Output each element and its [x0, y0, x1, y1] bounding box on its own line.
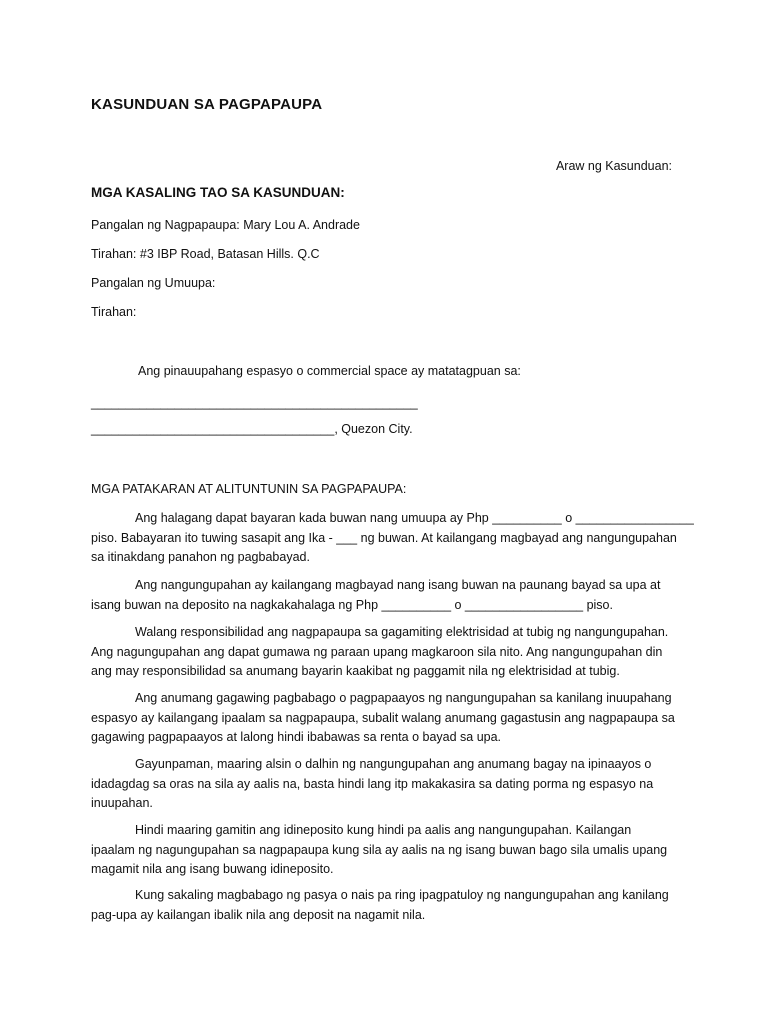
rule-paragraph-5 [91, 755, 681, 814]
rule-4-line: gagawing pagpapaayos at lalong hindi ibabawas sa renta o bayad sa upa. [91, 730, 502, 744]
rule-4-line: espasyo ay kailangang ipaalam sa nagpapaupa, subalit walang anumang gagastusin ang nagpapaupa sa [91, 710, 675, 725]
location-intro: Ang pinauupahang espasyo o commercial space ay matatagpuan sa: [138, 364, 521, 378]
lessor-address: Tirahan: #3 IBP Road, Batasan Hills. Q.C [91, 247, 320, 261]
rule-7-line: pag-upa ay kailangan ibalik nila ang deposit na nagamit nila. [91, 907, 426, 922]
rule-7-line: Kung sakaling magbabago ng pasya o nais pa ring ipagpatuloy ng nangungupahan ang kanilang [135, 888, 669, 902]
location-blank-line-2: ___________________________________, Quezon City. [91, 422, 413, 436]
rule-paragraph-6 [91, 821, 681, 880]
parties-heading: MGA KASALING TAO SA KASUNDUAN: [91, 185, 345, 200]
rule-2-line: isang buwan na deposito na nagkakahalaga ng Php __________ o _________________ piso. [91, 597, 613, 612]
rule-5-line: Gayunpaman, maaring alsin o dalhin ng nangungupahan ang anumang bagay na ipinaayos o [135, 757, 652, 771]
location-blank-line-1: _______________________________________________ [91, 396, 418, 410]
rule-paragraph-3 [91, 623, 681, 682]
lessee-address: Tirahan: [91, 305, 137, 319]
agreement-date-label: Araw ng Kasunduan: [555, 159, 672, 173]
lessee-name: Pangalan ng Umuupa: [91, 276, 216, 290]
rule-paragraph-7 [91, 886, 681, 925]
rule-paragraph-1 [91, 509, 694, 568]
rule-6-line: Hindi maaring gamitin ang idineposito kung hindi pa aalis ang nangungupahan. Kailangan [135, 823, 632, 837]
rule-1-line: Ang halagang dapat bayaran kada buwan nang umuupa ay Php __________ o _________________ [135, 511, 694, 525]
rule-4-line: Ang anumang gagawing pagbabago o pagpapaayos ng nangungupahan sa kanilang inuupahang [135, 691, 672, 705]
lessor-name: Pangalan ng Nagpapaupa: Mary Lou A. Andrade [91, 218, 360, 232]
document-title: KASUNDUAN SA PAGPAPAUPA [91, 96, 323, 113]
rule-paragraph-2 [91, 576, 681, 615]
rule-6-line: ipaalam ng nagungupahan sa nagpapaupa kung sila ay aalis na ng isang buwan bago sila umalis upang [91, 842, 668, 857]
rule-5-line: inuupahan. [91, 796, 153, 810]
rules-heading: MGA PATAKARAN AT ALITUNTUNIN SA PAGPAPAUPA: [91, 482, 407, 496]
rule-1-line: sa itinakdang panahon ng pagbabayad. [91, 550, 310, 564]
rule-6-line: magamit nila ang isang buwang idineposito. [91, 862, 334, 876]
rule-1-line: piso. Babayaran ito tuwing sasapit ang Ika - ___ ng buwan. At kailangang magbayad ang nangungupahan [91, 530, 677, 545]
rule-paragraph-4 [91, 689, 681, 748]
rule-2-line: Ang nangungupahan ay kailangang magbayad nang isang buwan na paunang bayad sa upa at [135, 578, 661, 592]
rule-5-line: idadagdag sa oras na sila ay aalis na, basta hindi lang itp makakasira sa dating porma ng espasyo na [91, 776, 654, 791]
rule-3-line: Ang nagungupahan ang dapat gumawa ng paraan upang magkaroon sila nito. Ang nangungupahan din [91, 644, 663, 659]
rule-3-line: Walang responsibilidad ang nagpapaupa sa gagamiting elektrisidad at tubig ng nangungupahan. [135, 625, 669, 639]
rule-3-line: ang may responsibilidad sa anumang bayarin kaakibat ng paggamit nila ng elektrisidad at tubig. [91, 664, 620, 678]
